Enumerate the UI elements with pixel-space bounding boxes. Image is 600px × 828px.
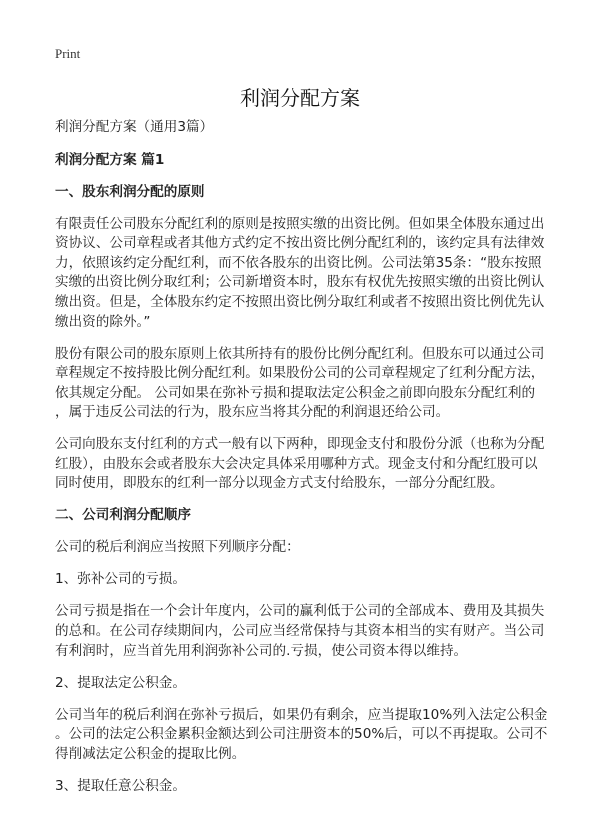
text-line: 的总和。在公司存续期间内，公司应当经常保持与其资本相当的实有财产。当公司 <box>55 623 545 639</box>
text-line: 实缴的出资比例分取红利；公司新增资本时，股东有权优先按照实缴的出资比例认 <box>55 274 545 291</box>
text-line: 有利润时，应当首先用利润弥补公司的.亏损，使公司资本得以维持。 <box>55 642 468 659</box>
paragraph <box>55 777 555 797</box>
section-heading: 一、股东利润分配的原则 <box>55 183 205 200</box>
text-line: 资协议、公司章程或者其他方式约定不按出资比例分配红利的，该约定具有法律效 <box>55 235 545 252</box>
text-line: 缴出资的除外。” <box>55 313 151 330</box>
text-line: 3、提取任意公积金。 <box>55 777 186 794</box>
text-line: 1、弥补公司的亏损。 <box>55 571 186 588</box>
page-title: 利润分配方案 <box>240 86 360 110</box>
paragraph <box>55 215 555 333</box>
text-line: 公司向股东支付红利的方式一般有以下两种，即现金支付和股份分派（也称为分配 <box>55 436 545 453</box>
paragraph <box>55 538 555 558</box>
text-line: 股份有限公司的股东原则上依其所持有的股份比例分配红利。但股东可以通过公司 <box>55 345 545 362</box>
paragraph <box>55 570 555 590</box>
text-line: 有限责任公司股东分配红利的原则是按照实缴的出资比例。但如果全体股东通过出 <box>55 215 545 232</box>
paragraph <box>55 602 555 661</box>
text-line: 得削减法定公积金的提取比例。 <box>55 745 246 762</box>
text-line: 章程规定不按持股比例分配红利。如果股份公司的公司章程规定了红利分配方法， <box>55 365 545 382</box>
section-heading: 二、公司利润分配顺序 <box>55 507 191 524</box>
paragraph <box>55 674 555 694</box>
section-1-body <box>55 215 555 495</box>
document-body <box>55 118 555 809</box>
paragraph <box>55 345 555 423</box>
text-line: 力，依照该约定分配红利，而不依各股东的出资比例。公司法第35条：“股东按照 <box>55 254 542 271</box>
text-line: 缴出资。但是，全体股东约定不按照出资比例分取红利或者不按照出资比例优先认 <box>55 293 545 310</box>
section-2-body <box>55 538 555 796</box>
text-line: 。公司的法定公积金累积金额达到公司注册资本的50%后，可以不再提取。公司不 <box>55 726 548 743</box>
text-line: 2、提取法定公积金。 <box>55 674 186 691</box>
paragraph <box>55 706 555 765</box>
subtitle: 利润分配方案（通用3篇） <box>55 119 214 135</box>
article-heading: 利润分配方案 篇1 <box>55 151 165 168</box>
print-link[interactable]: Print <box>55 46 81 61</box>
text-line: 同时使用，即股东的红利一部分以现金方式支付给股东，一部分分配红股。 <box>55 475 504 492</box>
text-line: 公司当年的税后利润在弥补亏损后，如果仍有剩余，应当提取10%列入法定公积金 <box>55 706 548 723</box>
text-line: 依其规定分配。 公司如果在弥补亏损和提取法定公积金之前即向股东分配红利的 <box>55 384 536 401</box>
text-line: 红股），由股东会或者股东大会决定具体采用哪种方式。现金支付和分配红股可以 <box>55 455 538 472</box>
text-line: ，属于违反公司法的行为，股东应当将其分配的利润退还给公司。 <box>55 404 450 421</box>
paragraph <box>55 435 555 494</box>
text-line: 公司的税后利润应当按照下列顺序分配： <box>55 539 300 556</box>
text-line: 公司亏损是指在一个会计年度内，公司的赢利低于公司的全部成本、费用及其损失 <box>55 603 545 620</box>
